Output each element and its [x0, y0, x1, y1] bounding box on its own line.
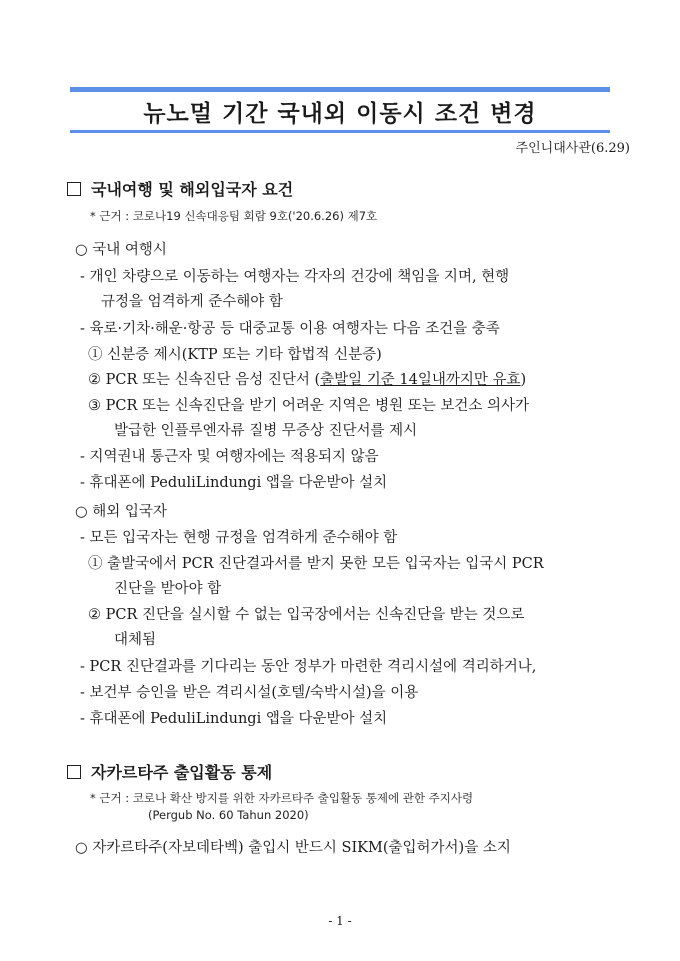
condition-item: ① 신분증 제시(KTP 또는 기타 합법적 신분증) — [88, 347, 382, 363]
title-rule-top — [70, 87, 610, 92]
list-item: - PCR 진단결과를 기다리는 동안 정부가 마련한 격리시설에 격리하거나, — [80, 659, 537, 675]
subheading-overseas: ○ 해외 입국자 — [75, 504, 167, 520]
checkbox-square-icon — [67, 765, 81, 779]
list-item: - 개인 차량으로 이동하는 여행자는 각자의 건강에 책임을 지며, 현행 — [80, 269, 510, 285]
section-domestic-overseas-heading — [67, 177, 293, 200]
list-item: - 보건부 승인을 받은 격리시설(호텔/숙박시설)을 이용 — [80, 685, 419, 701]
section-jakarta-heading — [67, 760, 272, 783]
list-item: - 휴대폰에 PeduliLindungi 앱을 다운받아 설치 — [80, 475, 388, 491]
legal-basis-note: * 근거 : 코로나 확산 방지를 위한 자카르타주 출입활동 통제에 관한 주지사령 — [90, 791, 474, 805]
legal-basis-note: * 근거 : 코로나19 신속대응팀 회람 9호('20.6.26) 제7호 — [90, 209, 378, 223]
list-item: - 육로·기차·해운·항공 등 대중교통 이용 여행자는 다음 조건을 충족 — [80, 321, 500, 337]
condition-item — [88, 368, 526, 389]
condition-item-continued: 대체됨 — [114, 632, 157, 648]
title-rule-bottom — [70, 130, 610, 133]
list-item: - 모든 입국자는 현행 규정을 엄격하게 준수해야 함 — [80, 530, 398, 546]
legal-basis-note-continued: (Pergub No. 60 Tahun 2020) — [148, 808, 309, 822]
condition-item: ③ PCR 또는 신속진단을 받기 어려운 지역은 병원 또는 보건소 의사가 — [88, 398, 530, 414]
condition-item-continued: 발급한 인플루엔자류 질병 무증상 진단서를 제시 — [114, 423, 418, 439]
document-title: 뉴노멀 기간 국내외 이동시 조건 변경 — [143, 101, 537, 127]
condition-text: ② PCR 또는 신속진단 음성 진단서 ( — [88, 372, 321, 388]
underlined-validity-note: 출발일 기준 14일내까지만 유효 — [320, 372, 521, 388]
section-title: 국내여행 및 해외입국자 요건 — [91, 180, 294, 199]
subheading-domestic: ○ 국내 여행시 — [75, 242, 167, 258]
list-item: - 지역권내 통근자 및 여행자에는 적용되지 않음 — [80, 449, 379, 465]
condition-item-continued: 진단을 받아야 함 — [114, 581, 222, 597]
list-item: - 휴대폰에 PeduliLindungi 앱을 다운받아 설치 — [80, 711, 388, 727]
condition-item: ① 출발국에서 PCR 진단결과서를 받지 못한 모든 입국자는 입국시 PCR — [88, 556, 544, 572]
condition-item: ② PCR 진단을 실시할 수 없는 입국장에서는 신속진단을 받는 것으로 — [88, 607, 525, 623]
page-number: - 1 - — [328, 914, 352, 928]
checkbox-square-icon — [67, 182, 81, 196]
condition-text-end: ) — [520, 372, 527, 388]
list-item-continued: 규정을 엄격하게 준수해야 함 — [101, 294, 283, 310]
issuer-byline: 주인니대사관(6.29) — [515, 141, 630, 156]
list-item: ○ 자카르타주(자보데타벡) 출입시 반드시 SIKM(출입허가서)을 소지 — [75, 840, 511, 856]
section-title: 자카르타주 출입활동 통제 — [91, 763, 273, 782]
